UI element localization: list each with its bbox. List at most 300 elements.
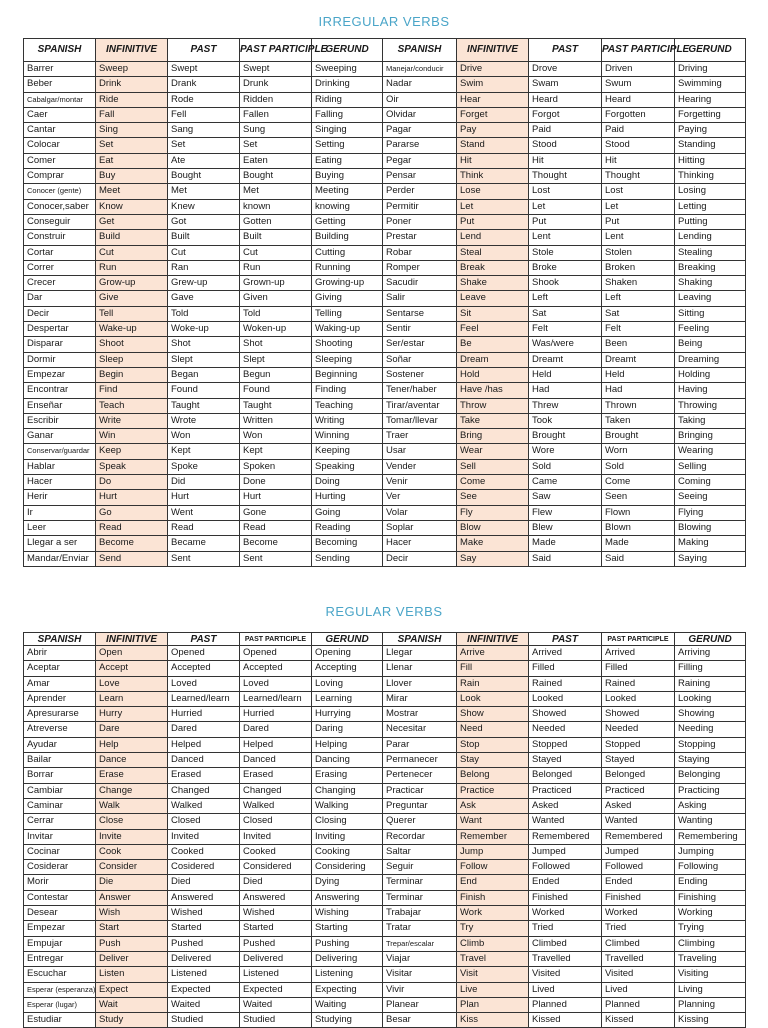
cell-infinitive: Write (96, 413, 168, 428)
cell-spanish: Caminar (24, 798, 96, 813)
cell-past-participle: Sold (602, 459, 675, 474)
cell-spanish: Morir (24, 875, 96, 890)
cell-gerund: Sleeping (312, 352, 383, 367)
header-spanish: SPANISH (383, 633, 457, 646)
cell-past: Set (168, 138, 240, 153)
cell-past: Needed (529, 722, 602, 737)
cell-infinitive: Blow (457, 520, 529, 535)
cell-infinitive: Learn (96, 691, 168, 706)
cell-past: Worked (529, 906, 602, 921)
cell-past-participle: Eaten (240, 153, 312, 168)
cell-past: Loved (168, 676, 240, 691)
cell-spanish: Llover (383, 676, 457, 691)
cell-gerund: Writing (312, 413, 383, 428)
cell-spanish: Olvidar (383, 107, 457, 122)
cell-past: Cooked (168, 844, 240, 859)
cell-gerund: Breaking (675, 260, 746, 275)
cell-gerund: Wanting (675, 814, 746, 829)
cell-gerund: Showing (675, 707, 746, 722)
cell-past-participle: Filled (602, 661, 675, 676)
cell-past-participle: Rained (602, 676, 675, 691)
cell-infinitive: Leave (457, 291, 529, 306)
cell-infinitive: Hurt (96, 490, 168, 505)
table-row (24, 306, 746, 321)
cell-spanish: Terminar (383, 875, 457, 890)
table-row (24, 707, 746, 722)
cell-past-participle: Wanted (602, 814, 675, 829)
cell-past-participle: Begun (240, 367, 312, 382)
cell-past-participle: Climbed (602, 936, 675, 951)
cell-gerund: Planning (675, 997, 746, 1012)
cell-past-participle: Run (240, 260, 312, 275)
cell-gerund: Delivering (312, 951, 383, 966)
cell-past-participle: Given (240, 291, 312, 306)
cell-infinitive: Drive (457, 62, 529, 77)
cell-infinitive: Dance (96, 753, 168, 768)
cell-gerund: Hitting (675, 153, 746, 168)
cell-spanish: Pensar (383, 169, 457, 184)
cell-past-participle: Written (240, 413, 312, 428)
cell-past-participle: Helped (240, 737, 312, 752)
cell-gerund: Sitting (675, 306, 746, 321)
cell-spanish: Borrar (24, 768, 96, 783)
cell-past: Fell (168, 107, 240, 122)
cell-past-participle: Held (602, 367, 675, 382)
cell-gerund: Finishing (675, 890, 746, 905)
cell-past: Finished (529, 890, 602, 905)
cell-infinitive: Do (96, 475, 168, 490)
cell-gerund: Riding (312, 92, 383, 107)
table-row (24, 199, 746, 214)
cell-past-participle: Waited (240, 997, 312, 1012)
cell-past-participle: Expected (240, 982, 312, 997)
header-gerund: GERUND (675, 633, 746, 646)
cell-past: Brought (529, 429, 602, 444)
cell-spanish: Tirar/aventar (383, 398, 457, 413)
cell-past: Won (168, 429, 240, 444)
cell-gerund: Holding (675, 367, 746, 382)
cell-spanish: Cortar (24, 245, 96, 260)
cell-past: Began (168, 367, 240, 382)
cell-infinitive: Let (457, 199, 529, 214)
cell-infinitive: Shake (457, 276, 529, 291)
cell-gerund: Losing (675, 184, 746, 199)
cell-past: Waited (168, 997, 240, 1012)
cell-past: Pushed (168, 936, 240, 951)
cell-past-participle: Worn (602, 444, 675, 459)
cell-spanish: Pagar (383, 123, 457, 138)
cell-spanish: Llegar a ser (24, 536, 96, 551)
cell-past: Opened (168, 646, 240, 661)
header-past-participle: PAST PARTICIPLE (602, 39, 675, 62)
cell-spanish: Pararse (383, 138, 457, 153)
cell-past-participle: Asked (602, 798, 675, 813)
cell-infinitive: Take (457, 413, 529, 428)
cell-infinitive: Work (457, 906, 529, 921)
cell-infinitive: Swim (457, 77, 529, 92)
cell-past-participle: Cooked (240, 844, 312, 859)
cell-infinitive: Walk (96, 798, 168, 813)
cell-spanish: Invitar (24, 829, 96, 844)
cell-past-participle: Put (602, 214, 675, 229)
cell-gerund: Lending (675, 230, 746, 245)
cell-gerund: Reading (312, 520, 383, 535)
cell-infinitive: Know (96, 199, 168, 214)
cell-gerund: Building (312, 230, 383, 245)
cell-past: Paid (529, 123, 602, 138)
cell-spanish: Hablar (24, 459, 96, 474)
cell-past-participle: Walked (240, 798, 312, 813)
cell-infinitive: Make (457, 536, 529, 551)
cell-gerund: Asking (675, 798, 746, 813)
cell-spanish: Esperar (lugar) (24, 997, 96, 1012)
cell-past: Stopped (529, 737, 602, 752)
cell-gerund: Making (675, 536, 746, 551)
cell-spanish: Ganar (24, 429, 96, 444)
cell-spanish: Vivir (383, 982, 457, 997)
cell-gerund: Wearing (675, 444, 746, 459)
cell-gerund: Putting (675, 214, 746, 229)
cell-past: Said (529, 551, 602, 566)
cell-spanish: Parar (383, 737, 457, 752)
cell-infinitive: Cut (96, 245, 168, 260)
cell-past-participle: Delivered (240, 951, 312, 966)
cell-past: Wrote (168, 413, 240, 428)
cell-past-participle: Pushed (240, 936, 312, 951)
cell-past: Wanted (529, 814, 602, 829)
cell-infinitive: Feel (457, 322, 529, 337)
cell-infinitive: Fill (457, 661, 529, 676)
table-header-row (24, 633, 746, 646)
cell-infinitive: Meet (96, 184, 168, 199)
cell-infinitive: Accept (96, 661, 168, 676)
header-past-participle: PAST PARTICIPLE (240, 39, 312, 62)
cell-spanish: Llegar (383, 646, 457, 661)
table-row (24, 505, 746, 520)
cell-gerund: Sweeping (312, 62, 383, 77)
cell-gerund: Meeting (312, 184, 383, 199)
cell-spanish: Volar (383, 505, 457, 520)
cell-spanish: Besar (383, 1013, 457, 1028)
cell-infinitive: Jump (457, 844, 529, 859)
cell-gerund: Expecting (312, 982, 383, 997)
cell-infinitive: Finish (457, 890, 529, 905)
cell-past: Ate (168, 153, 240, 168)
cell-past: Kissed (529, 1013, 602, 1028)
cell-past-participle: Broken (602, 260, 675, 275)
cell-gerund: Setting (312, 138, 383, 153)
cell-past: Helped (168, 737, 240, 752)
cell-gerund: Feeling (675, 322, 746, 337)
cell-spanish: Soplar (383, 520, 457, 535)
cell-past-participle: Jumped (602, 844, 675, 859)
cell-past: Read (168, 520, 240, 535)
cell-gerund: Belonging (675, 768, 746, 783)
cell-past-participle: Been (602, 337, 675, 352)
cell-gerund: Having (675, 383, 746, 398)
cell-spanish: Visitar (383, 967, 457, 982)
cell-past-participle: Planned (602, 997, 675, 1012)
cell-infinitive: Fall (96, 107, 168, 122)
cell-past: Belonged (529, 768, 602, 783)
cell-gerund: Bringing (675, 429, 746, 444)
cell-infinitive: Build (96, 230, 168, 245)
cell-gerund: Keeping (312, 444, 383, 459)
cell-past: Arrived (529, 646, 602, 661)
cell-past: Ran (168, 260, 240, 275)
cell-past: Let (529, 199, 602, 214)
cell-infinitive: Sell (457, 459, 529, 474)
cell-past: Practiced (529, 783, 602, 798)
cell-spanish: Caer (24, 107, 96, 122)
cell-gerund: Kissing (675, 1013, 746, 1028)
cell-gerund: Staying (675, 753, 746, 768)
cell-past-participle: Told (240, 306, 312, 321)
cell-past-participle: Dreamt (602, 352, 675, 367)
cell-spanish: Ver (383, 490, 457, 505)
cell-spanish: Soñar (383, 352, 457, 367)
cell-gerund: Needing (675, 722, 746, 737)
cell-gerund: Helping (312, 737, 383, 752)
cell-infinitive: Answer (96, 890, 168, 905)
header-past: PAST (529, 39, 602, 62)
cell-spanish: Desear (24, 906, 96, 921)
cell-spanish: Nadar (383, 77, 457, 92)
cell-past-participle: Lived (602, 982, 675, 997)
cell-spanish: Aprender (24, 691, 96, 706)
cell-past: Sang (168, 123, 240, 138)
cell-infinitive: Put (457, 214, 529, 229)
cell-gerund: Remembering (675, 829, 746, 844)
cell-gerund: Walking (312, 798, 383, 813)
cell-past-participle: Followed (602, 860, 675, 875)
cell-infinitive: See (457, 490, 529, 505)
table-row (24, 691, 746, 706)
cell-infinitive: Open (96, 646, 168, 661)
cell-past-participle: Showed (602, 707, 675, 722)
cell-past-participle: Practiced (602, 783, 675, 798)
cell-infinitive: Live (457, 982, 529, 997)
table-row (24, 413, 746, 428)
cell-infinitive: Plan (457, 997, 529, 1012)
cell-past-participle: Travelled (602, 951, 675, 966)
cell-gerund: Visiting (675, 967, 746, 982)
cell-gerund: Raining (675, 676, 746, 691)
cell-infinitive: Go (96, 505, 168, 520)
cell-infinitive: Change (96, 783, 168, 798)
cell-spanish: Venir (383, 475, 457, 490)
cell-infinitive: Show (457, 707, 529, 722)
cell-past-participle: Erased (240, 768, 312, 783)
cell-spanish: Amar (24, 676, 96, 691)
cell-past-participle: Sent (240, 551, 312, 566)
cell-past: Listened (168, 967, 240, 982)
cell-spanish: Conocer (gente) (24, 184, 96, 199)
cell-infinitive: Read (96, 520, 168, 535)
cell-infinitive: Erase (96, 768, 168, 783)
cell-past: Sold (529, 459, 602, 474)
cell-infinitive: Win (96, 429, 168, 444)
table-row (24, 322, 746, 337)
cell-gerund: Filling (675, 661, 746, 676)
cell-gerund: Being (675, 337, 746, 352)
cell-past: Died (168, 875, 240, 890)
cell-spanish: Llenar (383, 661, 457, 676)
cell-gerund: Going (312, 505, 383, 520)
cell-spanish: Decir (383, 551, 457, 566)
cell-infinitive: Wait (96, 997, 168, 1012)
cell-past-participle: Swept (240, 62, 312, 77)
cell-infinitive: Get (96, 214, 168, 229)
cell-spanish: Abrir (24, 646, 96, 661)
cell-past-participle: Done (240, 475, 312, 490)
table-row (24, 967, 746, 982)
table-row (24, 230, 746, 245)
cell-spanish: Preguntar (383, 798, 457, 813)
cell-past: Went (168, 505, 240, 520)
cell-past-participle: Closed (240, 814, 312, 829)
cell-gerund: Starting (312, 921, 383, 936)
cell-infinitive: Fly (457, 505, 529, 520)
table-row (24, 337, 746, 352)
cell-gerund: Following (675, 860, 746, 875)
cell-spanish: Tomar/llevar (383, 413, 457, 428)
cell-past: Changed (168, 783, 240, 798)
cell-infinitive: Follow (457, 860, 529, 875)
cell-past-participle: Read (240, 520, 312, 535)
cell-past-participle: Set (240, 138, 312, 153)
cell-infinitive: Shoot (96, 337, 168, 352)
cell-spanish: Tratar (383, 921, 457, 936)
cell-past: Drove (529, 62, 602, 77)
cell-past-participle: Loved (240, 676, 312, 691)
cell-infinitive: Try (457, 921, 529, 936)
cell-infinitive: Speak (96, 459, 168, 474)
cell-past: Expected (168, 982, 240, 997)
table-row (24, 844, 746, 859)
header-spanish: SPANISH (24, 39, 96, 62)
table-row (24, 783, 746, 798)
regular-verbs-title: REGULAR VERBS (325, 604, 443, 619)
cell-past-participle: Heard (602, 92, 675, 107)
cell-spanish: Ir (24, 505, 96, 520)
cell-infinitive: Stand (457, 138, 529, 153)
cell-spanish: Herir (24, 490, 96, 505)
cell-infinitive: End (457, 875, 529, 890)
header-past: PAST (168, 633, 240, 646)
cell-past-participle: Answered (240, 890, 312, 905)
cell-spanish: Seguir (383, 860, 457, 875)
cell-infinitive: Set (96, 138, 168, 153)
cell-past-participle: Found (240, 383, 312, 398)
table-row (24, 520, 746, 535)
cell-spanish: Oir (383, 92, 457, 107)
cell-past: Asked (529, 798, 602, 813)
cell-spanish: Esperar (esperanza) (24, 982, 96, 997)
cell-past: Cosidered (168, 860, 240, 875)
table-row (24, 214, 746, 229)
cell-past-participle: Stayed (602, 753, 675, 768)
cell-past-participle: Opened (240, 646, 312, 661)
cell-spanish: Prestar (383, 230, 457, 245)
cell-past-participle: Felt (602, 322, 675, 337)
cell-past-participle: Died (240, 875, 312, 890)
cell-past: Sent (168, 551, 240, 566)
cell-past: Heard (529, 92, 602, 107)
header-infinitive: INFINITIVE (457, 39, 529, 62)
cell-past-participle: Wished (240, 906, 312, 921)
cell-past: Wished (168, 906, 240, 921)
header-gerund: GERUND (312, 633, 383, 646)
cell-spanish: Leer (24, 520, 96, 535)
table-header-row (24, 39, 746, 62)
cell-gerund: Getting (312, 214, 383, 229)
cell-past-participle: Let (602, 199, 675, 214)
cell-gerund: knowing (312, 199, 383, 214)
cell-gerund: Loving (312, 676, 383, 691)
cell-spanish: Necesitar (383, 722, 457, 737)
table-row (24, 77, 746, 92)
cell-infinitive: Lose (457, 184, 529, 199)
cell-past-participle: Blown (602, 520, 675, 535)
cell-spanish: Practicar (383, 783, 457, 798)
table-row (24, 768, 746, 783)
cell-past-participle: Cut (240, 245, 312, 260)
cell-infinitive: Help (96, 737, 168, 752)
cell-past: Ended (529, 875, 602, 890)
cell-past: Swam (529, 77, 602, 92)
cell-past-participle: Taken (602, 413, 675, 428)
header-gerund: GERUND (675, 39, 746, 62)
table-row (24, 646, 746, 661)
table-row (24, 367, 746, 382)
cell-gerund: Learning (312, 691, 383, 706)
cell-infinitive: Come (457, 475, 529, 490)
cell-past-participle: Stood (602, 138, 675, 153)
cell-infinitive: Grow-up (96, 276, 168, 291)
cell-past-participle: Taught (240, 398, 312, 413)
cell-past: Lent (529, 230, 602, 245)
cell-gerund: Singing (312, 123, 383, 138)
cell-spanish: Usar (383, 444, 457, 459)
table-row (24, 536, 746, 551)
cell-infinitive: Ask (457, 798, 529, 813)
cell-spanish: Cocinar (24, 844, 96, 859)
cell-spanish: Crecer (24, 276, 96, 291)
cell-gerund: Arriving (675, 646, 746, 661)
table-row (24, 444, 746, 459)
cell-past-participle: Hit (602, 153, 675, 168)
cell-spanish: Dar (24, 291, 96, 306)
cell-spanish: Sentarse (383, 306, 457, 321)
cell-gerund: Practicing (675, 783, 746, 798)
header-infinitive: INFINITIVE (96, 39, 168, 62)
cell-past: Woke-up (168, 322, 240, 337)
cell-past-participle: known (240, 199, 312, 214)
cell-gerund: Daring (312, 722, 383, 737)
cell-gerund: Waking-up (312, 322, 383, 337)
cell-past-participle: Needed (602, 722, 675, 737)
cell-infinitive: Give (96, 291, 168, 306)
cell-infinitive: Consider (96, 860, 168, 875)
table-row (24, 860, 746, 875)
cell-past: Threw (529, 398, 602, 413)
cell-past: Walked (168, 798, 240, 813)
cell-infinitive: Wake-up (96, 322, 168, 337)
table-row (24, 383, 746, 398)
cell-spanish: Beber (24, 77, 96, 92)
cell-past: Filled (529, 661, 602, 676)
